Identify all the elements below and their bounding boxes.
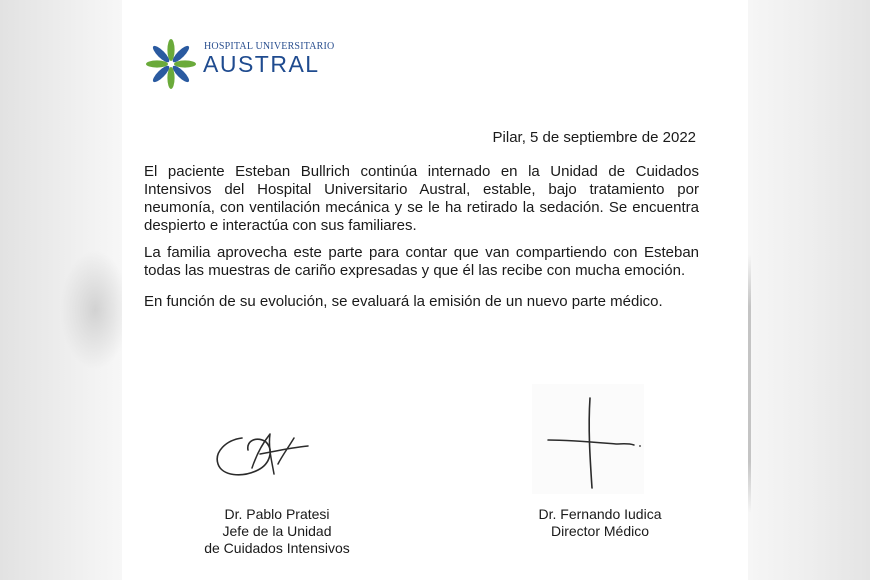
signatory-name: Dr. Pablo Pratesi: [224, 506, 330, 522]
signatory-title: Director Médico: [550, 523, 650, 539]
hospital-name: AUSTRAL: [203, 51, 320, 77]
paragraph-2: La familia aprovecha este parte para contar que van compartiendo con Esteban todas las muestras de cariño expresadas y que él las recibe con mucha emoción.: [144, 244, 699, 279]
signatory-iudica: [520, 506, 680, 540]
background-right: [748, 0, 870, 580]
hospital-logo: [144, 36, 335, 92]
background-left: [0, 0, 122, 580]
letter-page: [122, 0, 748, 580]
signature-iudica: [530, 388, 650, 498]
paragraph-3: En función de su evolución, se evaluará la emisión de un nuevo parte médico.: [144, 293, 663, 310]
page-edge-shadow: [748, 255, 751, 513]
signatory-name: Dr. Fernando Iudica: [538, 506, 662, 522]
signature-pratesi: [212, 420, 322, 490]
signatory-pratesi: [182, 506, 372, 557]
signatory-title: de Cuidados Intensivos: [204, 540, 350, 556]
letter-date: Pilar, 5 de septiembre de 2022: [492, 129, 696, 146]
paragraph-1: El paciente Esteban Bullrich continúa internado en la Unidad de Cuidados Intensivos del Hospital Universitario Austral, estable, bajo tratamiento por neumonía, con ventilación mecánica y se le ha retirado la sedación. Se encuentra despierto e interactúa con sus familiares.: [144, 163, 699, 234]
signatory-title: Jefe de la Unidad: [222, 523, 332, 539]
hospital-subtitle: HOSPITAL UNIVERSITARIO: [204, 41, 335, 52]
flower-icon: [144, 36, 200, 92]
background-shadow: [60, 250, 130, 370]
